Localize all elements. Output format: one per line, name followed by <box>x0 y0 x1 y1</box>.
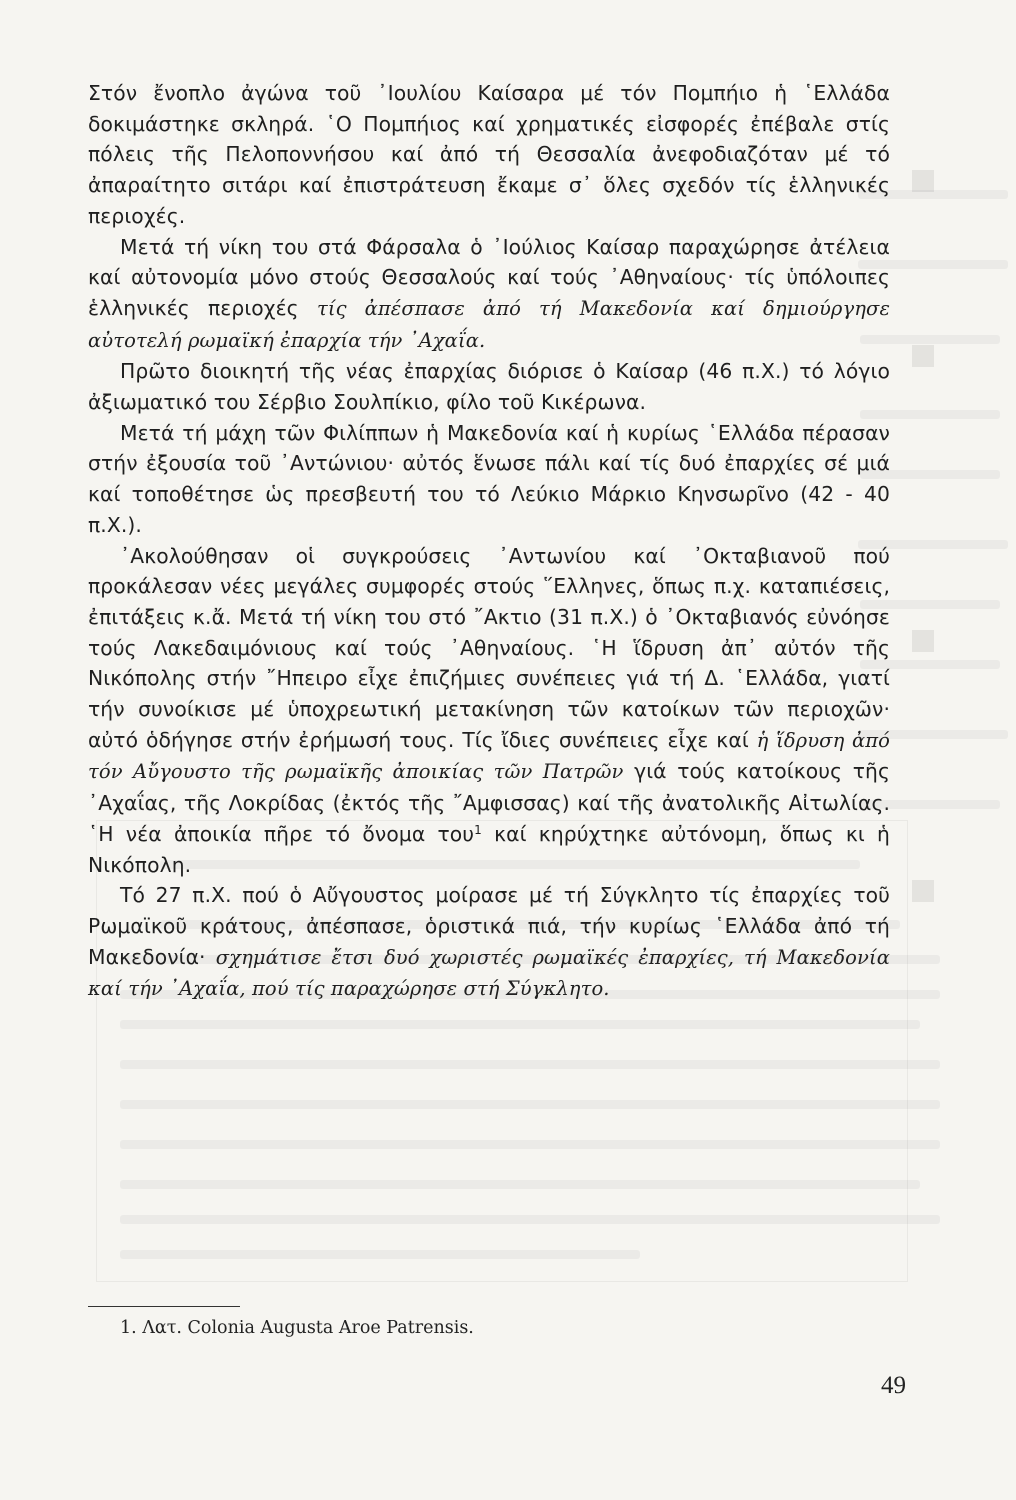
text-run: Πρῶτο διοικητή τῆς νέας ἐπαρχίας διόρισε ὁ Καίσαρ (46 π.Χ.) τό λόγιο ἀξιωματικό του Σέρβιο Σουλπίκιο, φίλο τοῦ Κικέρωνα. <box>88 359 890 415</box>
bleed-through-line <box>120 1100 940 1109</box>
paragraph <box>88 356 890 417</box>
bleed-through-line <box>120 1180 920 1189</box>
text-run: ᾿Ακολούθησαν οἱ συγκρούσεις ᾿Αντωνίου καί ᾿Οκταβιανοῦ πού προκάλεσαν νέες μεγάλες συμφορές στούς ῞Ελληνες, ὅπως π.χ. καταπιέσεις, ἐπιτάξεις κ.ἄ. Μετά τή νίκη του στό ῎Ακτιο (31 π.Χ.) ὁ ᾿Οκταβιανός εὐνόησε τούς Λακεδαιμόνιους καί τούς ᾿Αθηναίους. ῾Η ἵδρυση ἀπ᾿ αὐτόν τῆς Νικόπολης στήν ῎Ηπειρο εἶχε ἐπιζήμιες συνέπειες γιά τή Δ. ῾Ελλάδα, γιατί τήν συνοίκισε μέ ὑποχρεωτική μετακίνηση τῶν κατοίκων τῶν περιοχῶν· αὐτό ὁδήγησε στήν ἐρήμωσή τους. Τίς ἴδιες συνέπειες εἶχε καί <box>88 543 890 752</box>
italic-text: τίς ἀπέσπασε ἀπό τή Μακεδονία καί δημιούργησε αὐτοτελή ρωμαϊκή ἐπαρχία τήν ᾿Αχαΐα. <box>88 296 891 352</box>
paragraph <box>88 418 890 541</box>
paragraph <box>88 232 890 357</box>
italic-text: ἡ ἵδρυση ἀπό τόν Αὔγουστο τῆς ρωμαϊκῆς ἀποικίας τῶν Πατρῶν <box>88 728 891 784</box>
paragraph <box>88 880 890 1005</box>
footnote: 1. Λατ. Colonia Augusta Aroe Patrensis. <box>120 1318 474 1338</box>
bleed-through-mark <box>912 345 934 367</box>
footnote-separator <box>88 1306 240 1307</box>
body-text <box>88 78 890 1005</box>
text-run: Τό 27 π.Χ. πού ὁ Αὔγουστος μοίρασε μέ τή Σύγκλητο τίς ἐπαρχίες τοῦ Ρωμαϊκοῦ κράτους, ἀπέσπασε, ὁριστικά πιά, τήν κυρίως ῾Ελλάδα ἀπό τή Μακεδονία· <box>88 883 890 969</box>
text-run: γιά τούς κατοίκους τῆς ᾿Αχαΐας, τῆς Λοκρίδας (ἐκτός τῆς ῎Αμφισσας) καί τῆς ἀνατολικῆς Αἰτωλίας. ῾Η νέα ἀποικία πῆρε τό ὄνομα του <box>88 759 890 846</box>
bleed-through-line <box>120 1020 920 1029</box>
page-number: 49 <box>881 1372 906 1399</box>
italic-text: σχημάτισε ἔτσι δυό χωριστές ρωμαϊκές ἐπαρχίες, τή Μακεδονία καί τήν ᾿Αχαΐα, πού τίς παραχώρησε στή Σύγκλητο. <box>88 945 890 1001</box>
text-run: Μετά τή νίκη του στά Φάρσαλα ὁ ᾿Ιούλιος Καίσαρ παραχώρησε ἀτέλεια καί αὐτονομία μόνο στούς Θεσσαλούς καί τούς ᾿Αθηναίους· τίς ὑπόλοιπες ἑλληνικές περιοχές <box>88 234 890 320</box>
bleed-through-line <box>120 1215 940 1224</box>
text-run: καί κηρύχτηκε αὐτόνομη, ὅπως κι ἡ Νικόπολη. <box>88 821 891 877</box>
bleed-through-line <box>120 1140 940 1149</box>
footnote-marker: 1 <box>474 822 482 837</box>
paragraph <box>88 78 890 232</box>
bleed-through-mark <box>912 880 934 902</box>
bleed-through-mark <box>912 630 934 652</box>
paragraph <box>88 541 890 881</box>
text-run: Στόν ἔνοπλο ἀγώνα τοῦ ᾿Ιουλίου Καίσαρα μέ τόν Πομπήιο ἡ ῾Ελλάδα δοκιμάστηκε σκληρά. ῾Ο Πομπήιος καί χρηματικές εἰσφορές ἐπέβαλε στίς πόλεις τῆς Πελοποννήσου καί ἀπό τή Θεσσαλία ἀνεφοδιαζόταν μέ τό ἀπαραίτητο σιτάρι καί ἐπιστράτευση ἔκαμε σ᾿ ὅλες σχεδόν τίς ἑλληνικές περιοχές. <box>88 81 890 228</box>
bleed-through-line <box>120 1060 940 1069</box>
bleed-through-mark <box>912 170 934 192</box>
bleed-through-line <box>120 1250 640 1259</box>
text-run: Μετά τή μάχη τῶν Φιλίππων ἡ Μακεδονία καί ἡ κυρίως ῾Ελλάδα πέρασαν στήν ἐξουσία τοῦ ᾿Αντώνιου· αὐτός ἕνωσε πάλι καί τίς δυό ἐπαρχίες σέ μιά καί τοποθέτησε ὡς πρεσβευτή του τό Λεύκιο Μάρκιο Κηνσωρῖνο (42 - 40 π.Χ.). <box>88 420 890 537</box>
